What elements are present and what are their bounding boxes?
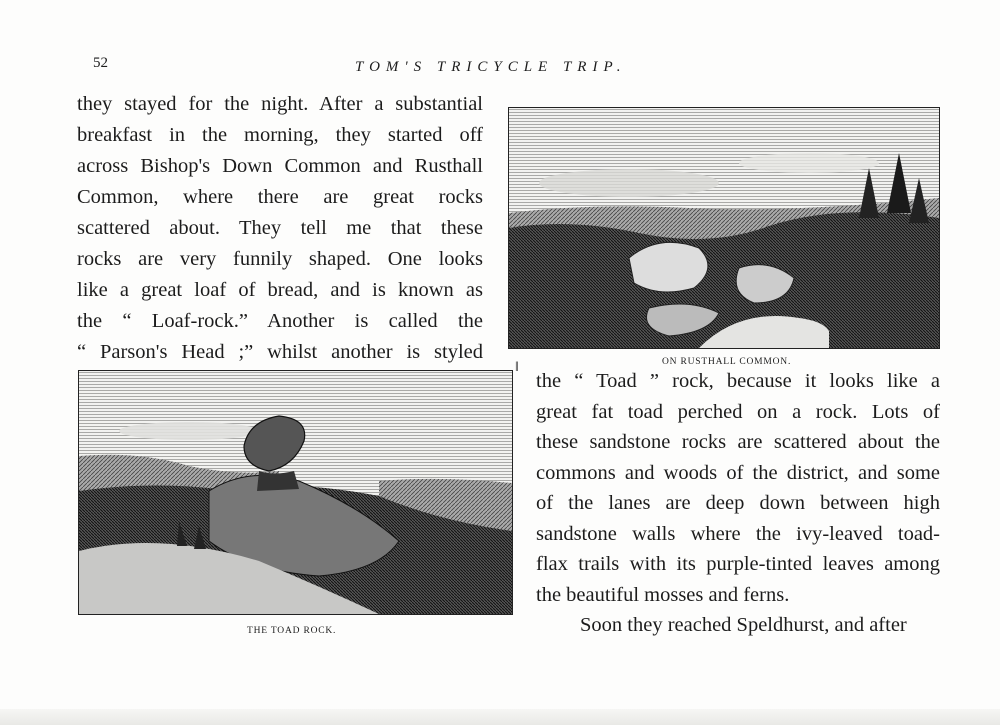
- text-line: Common, where there are great rocks: [77, 186, 483, 208]
- text-line: commons and woods of the district, and some: [536, 461, 940, 484]
- text-line: scattered about. They tell me that these: [77, 217, 483, 239]
- text-line: flax trails with its purple-tinted leaves among: [536, 553, 940, 575]
- text-line: the “ Toad ” rock, because it looks like a: [536, 370, 940, 392]
- text-line: they stayed for the night. After a substantial: [77, 93, 483, 115]
- page-number: 52: [93, 55, 108, 71]
- text-line: breakfast in the morning, they started off: [77, 124, 483, 146]
- text-line: the “ Loaf-rock.” Another is called the: [77, 310, 483, 332]
- text-line: “ Parson's Head ;” whilst another is styled: [77, 341, 483, 363]
- text-line: the beautiful mosses and ferns.: [536, 583, 790, 606]
- text-line: sandstone walls where the ivy-leaved toad-: [536, 522, 940, 545]
- left-text-column: [77, 89, 483, 368]
- toad-rock-engraving: [78, 370, 513, 615]
- toad-rock-caption: THE TOAD ROCK.: [247, 626, 337, 636]
- page-edge: [0, 709, 1000, 725]
- text-line: great fat toad perched on a rock. Lots of: [536, 400, 940, 423]
- margin-mark: ‖: [515, 360, 519, 375]
- text-line: rocks are very funnily shaped. One looks: [77, 248, 483, 270]
- text-line: like a great loaf of bread, and is known as: [77, 279, 483, 301]
- landscape-illustration: [509, 108, 939, 348]
- right-text-column: [536, 366, 940, 641]
- text-line: across Bishop's Down Common and Rusthall: [77, 155, 483, 177]
- rock-illustration: [79, 371, 512, 614]
- rusthall-common-engraving: [508, 107, 940, 349]
- running-title: TOM'S TRICYCLE TRIP.: [355, 59, 627, 75]
- text-line: of the lanes are deep down between high: [536, 492, 940, 514]
- text-line: these sandstone rocks are scattered about the: [536, 431, 940, 453]
- text-line: Soon they reached Speldhurst, and after: [580, 614, 907, 636]
- rusthall-caption: ON RUSTHALL COMMON.: [662, 357, 792, 367]
